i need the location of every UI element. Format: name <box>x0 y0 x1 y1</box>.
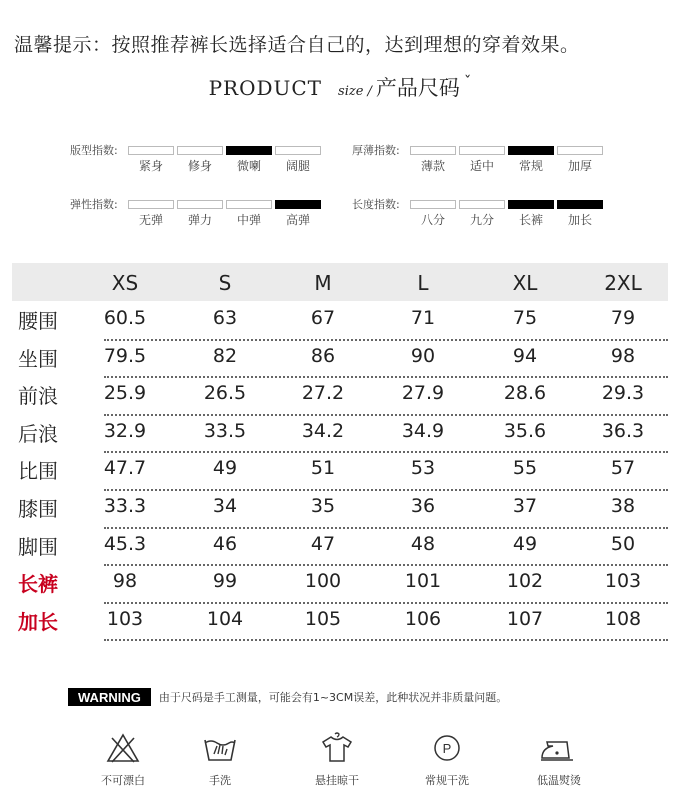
table-cell: 47 <box>310 532 336 555</box>
hand-wash-icon <box>175 732 265 764</box>
attribute-segment <box>459 146 505 155</box>
attribute-segment <box>226 146 272 155</box>
attribute-segment <box>410 146 456 155</box>
care-item <box>78 732 168 788</box>
attribute-option: 九分 <box>469 213 494 227</box>
care-label: 手洗 <box>209 774 231 787</box>
hang-dry-icon <box>292 732 382 764</box>
attribute-option: 长裤 <box>518 213 543 227</box>
table-cell: 35.6 <box>503 419 547 442</box>
table-cell: 99 <box>212 570 238 593</box>
care-item <box>292 732 382 788</box>
table-row <box>12 301 668 339</box>
no-bleach-icon <box>78 732 168 764</box>
dry-clean-icon <box>402 732 492 764</box>
table-cell: 104 <box>206 607 244 630</box>
product-en: PRODUCT <box>208 76 323 100</box>
table-cell: 28.6 <box>503 382 547 405</box>
table-cell: 107 <box>506 607 544 630</box>
attribute-option: 中弹 <box>236 213 261 227</box>
table-cell: 34.9 <box>401 419 445 442</box>
attribute-option: 常规 <box>518 159 543 173</box>
table-cell: 37 <box>512 494 538 517</box>
attribute-label: 版型指数: <box>70 144 118 157</box>
table-cell: 102 <box>506 570 544 593</box>
attribute-segment <box>177 146 223 155</box>
table-cell: 49 <box>212 457 238 480</box>
product-heading <box>0 72 680 102</box>
table-cell: 98 <box>610 344 636 367</box>
attribute-segment <box>410 200 456 209</box>
size-table <box>12 263 668 639</box>
attribute-option: 阔腿 <box>285 159 310 173</box>
table-cell: 49 <box>512 532 538 555</box>
table-cell: 48 <box>410 532 436 555</box>
table-cell: 35 <box>310 494 336 517</box>
attribute-segment <box>508 146 554 155</box>
care-label: 悬挂晾干 <box>315 774 359 787</box>
row-label: 腰围 <box>18 309 58 333</box>
table-header <box>12 263 668 301</box>
attribute-segment <box>226 200 272 209</box>
row-label: 脚围 <box>18 534 58 559</box>
attribute-label: 厚薄指数: <box>352 144 400 157</box>
row-label: 加长 <box>18 609 58 634</box>
row-label: 膝围 <box>18 496 58 521</box>
column-header: XS <box>111 271 139 295</box>
attribute-option: 修身 <box>187 159 212 173</box>
svg-text:P: P <box>442 741 452 756</box>
table-cell: 36 <box>410 494 436 517</box>
attribute-segment <box>459 200 505 209</box>
table-cell: 67 <box>310 307 336 329</box>
table-cell: 106 <box>404 607 442 630</box>
table-cell: 55 <box>512 457 538 480</box>
attribute-segment <box>128 200 174 209</box>
low-iron-icon <box>514 732 604 764</box>
table-cell: 34.2 <box>301 419 345 442</box>
column-header: L <box>417 271 429 295</box>
table-cell: 75 <box>512 307 538 329</box>
table-cell: 103 <box>106 607 144 630</box>
warning-badge: WARNING <box>68 688 151 706</box>
table-cell: 94 <box>512 344 538 367</box>
attribute-option: 无弹 <box>138 213 163 227</box>
table-cell: 82 <box>212 344 238 367</box>
attribute-segment <box>275 146 321 155</box>
table-cell: 27.2 <box>301 382 345 405</box>
table-cell: 33.3 <box>103 494 147 517</box>
product-cn: 产品尺码 <box>375 76 460 100</box>
row-label: 前浪 <box>18 384 58 409</box>
table-cell: 60.5 <box>103 307 147 329</box>
attribute-option: 八分 <box>420 213 445 227</box>
attribute-label: 长度指数: <box>352 198 400 211</box>
table-cell: 98 <box>112 570 138 593</box>
row-label: 长裤 <box>18 572 58 597</box>
table-cell: 32.9 <box>103 419 147 442</box>
table-cell: 34 <box>212 494 238 517</box>
row-label: 后浪 <box>18 421 58 446</box>
attribute-segment <box>275 200 321 209</box>
column-header: XL <box>512 271 538 295</box>
attribute-segment <box>177 200 223 209</box>
table-row <box>12 527 668 565</box>
warning-text: 由于尺码是手工测量，可能会有1~3CM误差，此种状况并非质量问题。 <box>158 691 508 704</box>
row-label: 比围 <box>18 459 58 484</box>
table-cell: 71 <box>410 307 436 329</box>
table-cell: 47.7 <box>103 457 147 480</box>
table-cell: 27.9 <box>401 382 445 405</box>
attribute-option: 薄款 <box>420 159 445 173</box>
table-cell: 51 <box>310 457 336 480</box>
table-cell: 79 <box>610 307 636 329</box>
column-header: S <box>218 271 232 295</box>
attribute-segment <box>557 146 603 155</box>
care-label: 低温熨烫 <box>537 774 581 787</box>
attribute-option: 弹力 <box>187 213 212 227</box>
column-header: 2XL <box>604 271 642 295</box>
table-cell: 86 <box>310 344 336 367</box>
table-row <box>12 414 668 452</box>
column-header: M <box>314 271 332 295</box>
attribute-option: 微喇 <box>236 159 261 173</box>
table-cell: 38 <box>610 494 636 517</box>
row-label: 坐围 <box>18 346 58 371</box>
attribute-segment <box>557 200 603 209</box>
attribute-label: 弹性指数: <box>70 198 118 211</box>
table-cell: 63 <box>212 307 238 329</box>
table-row <box>12 339 668 377</box>
table-cell: 25.9 <box>103 382 147 405</box>
table-cell: 33.5 <box>203 419 247 442</box>
care-item <box>514 732 604 788</box>
tip-text: 温馨提示：按照推荐裤长选择适合自己的，达到理想的穿着效果。 <box>14 34 580 56</box>
table-cell: 57 <box>610 457 636 480</box>
table-cell: 101 <box>404 570 442 593</box>
table-cell: 53 <box>410 457 436 480</box>
table-row <box>12 489 668 527</box>
table-cell: 50 <box>610 532 636 555</box>
table-cell: 46 <box>212 532 238 555</box>
attribute-option: 适中 <box>469 159 494 173</box>
table-cell: 100 <box>304 570 342 593</box>
care-item <box>175 732 265 788</box>
warning-note <box>68 688 507 706</box>
attribute-option: 加长 <box>567 213 592 227</box>
attribute-option: 紧身 <box>138 159 163 173</box>
table-row <box>12 602 668 640</box>
table-row <box>12 376 668 414</box>
table-row <box>12 451 668 489</box>
chevron-icon: ˇ <box>463 73 472 91</box>
table-cell: 108 <box>604 607 642 630</box>
attribute-option: 高弹 <box>285 213 310 227</box>
table-cell: 105 <box>304 607 342 630</box>
table-cell: 36.3 <box>601 419 645 442</box>
care-label: 常规干洗 <box>425 774 469 787</box>
care-item <box>402 732 492 788</box>
table-body <box>12 301 668 639</box>
table-cell: 26.5 <box>203 382 247 405</box>
table-cell: 29.3 <box>601 382 645 405</box>
table-row <box>12 564 668 602</box>
care-label: 不可漂白 <box>101 774 145 787</box>
attribute-segment <box>508 200 554 209</box>
table-cell: 79.5 <box>103 344 147 367</box>
attribute-option: 加厚 <box>567 159 592 173</box>
table-cell: 90 <box>410 344 436 367</box>
attribute-segment <box>128 146 174 155</box>
row-divider <box>104 639 668 641</box>
size-en: size / <box>338 84 372 99</box>
table-cell: 45.3 <box>103 532 147 555</box>
table-cell: 103 <box>604 570 642 593</box>
